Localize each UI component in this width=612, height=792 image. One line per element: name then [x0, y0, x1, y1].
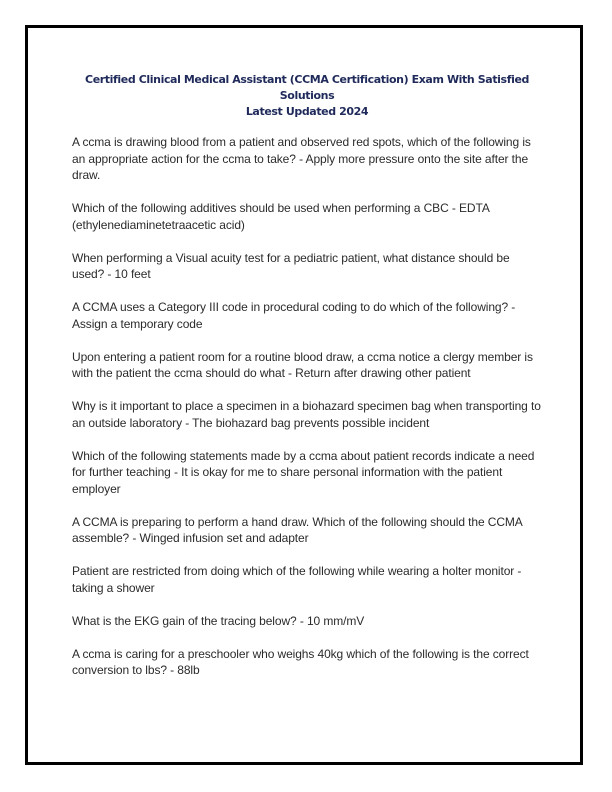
document-title	[72, 72, 542, 120]
document-body	[72, 72, 542, 695]
qa-item-4: A CCMA uses a Category III code in procedural coding to do which of the following? - Assign a temporary code	[72, 300, 516, 331]
document-title-line-1: Certified Clinical Medical Assistant (CCMA Certification) Exam With Satisfied Solutions	[85, 73, 529, 102]
qa-item-1: A ccma is drawing blood from a patient and observed red spots, which of the following is an appropriate action for the ccma to take? - Apply more pressure onto the site after the draw.	[72, 135, 531, 182]
qa-item-10: What is the EKG gain of the tracing below? - 10 mm/mV	[72, 613, 365, 628]
qa-item-11: A ccma is caring for a preschooler who weighs 40kg which of the following is the correct conversion to lbs? - 88lb	[72, 646, 529, 677]
document-title-line-2: Latest Updated 2024	[245, 105, 369, 118]
qa-item-9: Patient are restricted from doing which of the following while wearing a holter monitor - taking a shower	[72, 564, 522, 595]
qa-item-6: Why is it important to place a specimen in a biohazard specimen bag when transporting to an outside laboratory - The biohazard bag prevents possible incident	[72, 399, 541, 430]
qa-item-5: Upon entering a patient room for a routine blood draw, a ccma notice a clergy member is with the patient the ccma should do what - Return after drawing other patient	[72, 349, 533, 380]
qa-item-8: A CCMA is preparing to perform a hand draw. Which of the following should the CCMA assemble? - Winged infusion set and adapter	[72, 514, 523, 545]
qa-item-3: When performing a Visual acuity test for a pediatric patient, what distance should be used? - 10 feet	[72, 250, 510, 281]
qa-item-2: Which of the following additives should be used when performing a CBC - EDTA (ethylenediaminetetraacetic acid)	[72, 201, 490, 232]
qa-item-7: Which of the following statements made by a ccma about patient records indicate a need for further teaching - It is okay for me to share personal information with the patient employer	[72, 448, 535, 496]
